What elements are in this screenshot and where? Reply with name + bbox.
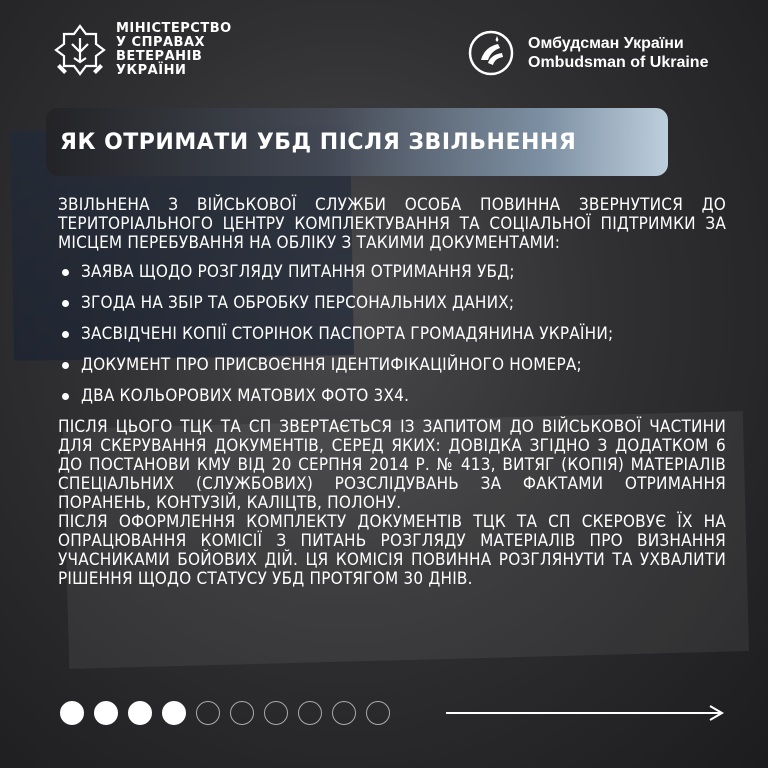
title-banner	[46, 108, 668, 176]
list-item	[58, 356, 726, 375]
ombudsman-names	[528, 34, 708, 72]
ombudsman-logo	[468, 30, 708, 76]
page-dot-2[interactable]	[94, 701, 118, 725]
bullet-icon	[62, 269, 69, 276]
pagination-dots	[60, 701, 400, 725]
page-dot-1[interactable]	[60, 701, 84, 725]
list-item	[58, 325, 726, 344]
bullet-icon	[62, 331, 69, 338]
bullet-icon	[62, 300, 69, 307]
bullet-icon	[62, 362, 69, 369]
request-paragraph: ПІСЛЯ ЦЬОГО ТЦК ТА СП ЗВЕРТАЄТЬСЯ ІЗ ЗАПИТОМ ДО ВІЙСЬКОВОЇ ЧАСТИНИ ДЛЯ СКЕРУВАННЯ ДОКУМЕНТІВ, СЕРЕД ЯКИХ: ДОВІДКА ЗГІДНО З ДОДАТКОМ 6 ДО ПОСТАНОВИ КМУ ВІД 20 СЕРПНЯ 2014 Р. № 413, ВИТЯГ (КОПІЯ) МАТЕРІАЛІВ СПЕЦІАЛЬНИХ (СЛУЖБОВИХ) РОЗСЛІДУВАНЬ ЗА ФАКТАМИ ОТРИМАННЯ ПОРАНЕНЬ, КОНТУЗІЙ, КАЛІЦТВ, ПОЛОНУ.	[58, 417, 726, 513]
commission-paragraph: ПІСЛЯ ОФОРМЛЕННЯ КОМПЛЕКТУ ДОКУМЕНТІВ ТЦК ТА СП СКЕРОВУЄ ЇХ НА ОПРАЦЮВАННЯ КОМІСІЇ З ПИТАНЬ РОЗГЛЯДУ МАТЕРІАЛІВ ПРО ВИЗНАННЯ УЧАСНИКАМИ БОЙОВИХ ДІЙ. ЦЯ КОМІСІЯ ПОВИННА РОЗГЛЯНУТИ ТА УХВАЛИТИ РІШЕННЯ ЩОДО СТАТУСУ УБД ПРОТЯГОМ 30 ДНІВ.	[58, 512, 726, 589]
main-content	[58, 196, 726, 589]
ombudsman-emblem-icon	[468, 30, 514, 76]
ministry-logo	[52, 22, 232, 78]
bullet-icon	[62, 393, 69, 400]
list-item	[58, 387, 726, 406]
page-dot-10[interactable]	[366, 701, 390, 725]
page-title: ЯК ОТРИМАТИ УБД ПІСЛЯ ЗВІЛЬНЕННЯ	[60, 130, 577, 155]
list-item-text: ЗАЯВА ЩОДО РОЗГЛЯДУ ПИТАННЯ ОТРИМАННЯ УБД;	[81, 262, 515, 282]
ombudsman-name-ua: Омбудсман України	[528, 35, 684, 52]
list-item-text: ЗАСВІДЧЕНІ КОПІЇ СТОРІНОК ПАСПОРТА ГРОМАДЯНИНА УКРАЇНИ;	[81, 324, 614, 344]
documents-list	[58, 263, 726, 406]
list-item-text: ДВА КОЛЬОРОВИХ МАТОВИХ ФОТО 3Х4.	[81, 386, 410, 406]
page-dot-5[interactable]	[196, 701, 220, 725]
page-dot-6[interactable]	[230, 701, 254, 725]
ministry-line-4: УКРАЇНИ	[116, 63, 187, 78]
ministry-line-2: У СПРАВАХ	[116, 35, 206, 50]
page-dot-8[interactable]	[298, 701, 322, 725]
ministry-line-1: МІНІСТЕРСТВО	[116, 21, 232, 36]
intro-paragraph: ЗВІЛЬНЕНА З ВІЙСЬКОВОЇ СЛУЖБИ ОСОБА ПОВИННА ЗВЕРНУТИСЯ ДО ТЕРИТОРІАЛЬНОГО ЦЕНТРУ КОМПЛЕКТУВАННЯ ТА СОЦІАЛЬНОЇ ПІДТРИМКИ ЗА МІСЦЕМ ПЕРЕБУВАННЯ НА ОБЛІКУ З ТАКИМИ ДОКУМЕНТАМИ:	[58, 195, 726, 253]
ministry-line-3: ВЕТЕРАНІВ	[116, 49, 203, 64]
page-dot-9[interactable]	[332, 701, 356, 725]
list-item	[58, 294, 726, 313]
list-item-text: ДОКУМЕНТ ПРО ПРИСВОЄННЯ ІДЕНТИФІКАЦІЙНОГО НОМЕРА;	[81, 355, 582, 375]
page-dot-7[interactable]	[264, 701, 288, 725]
page-dot-3[interactable]	[128, 701, 152, 725]
ministry-name	[116, 22, 232, 78]
ombudsman-name-en: Ombudsman of Ukraine	[528, 54, 709, 71]
page-dot-4[interactable]	[162, 701, 186, 725]
next-arrow-icon[interactable]	[446, 703, 726, 723]
list-item	[58, 263, 726, 282]
ministry-emblem-icon	[52, 22, 108, 78]
list-item-text: ЗГОДА НА ЗБІР ТА ОБРОБКУ ПЕРСОНАЛЬНИХ ДАНИХ;	[81, 293, 515, 313]
